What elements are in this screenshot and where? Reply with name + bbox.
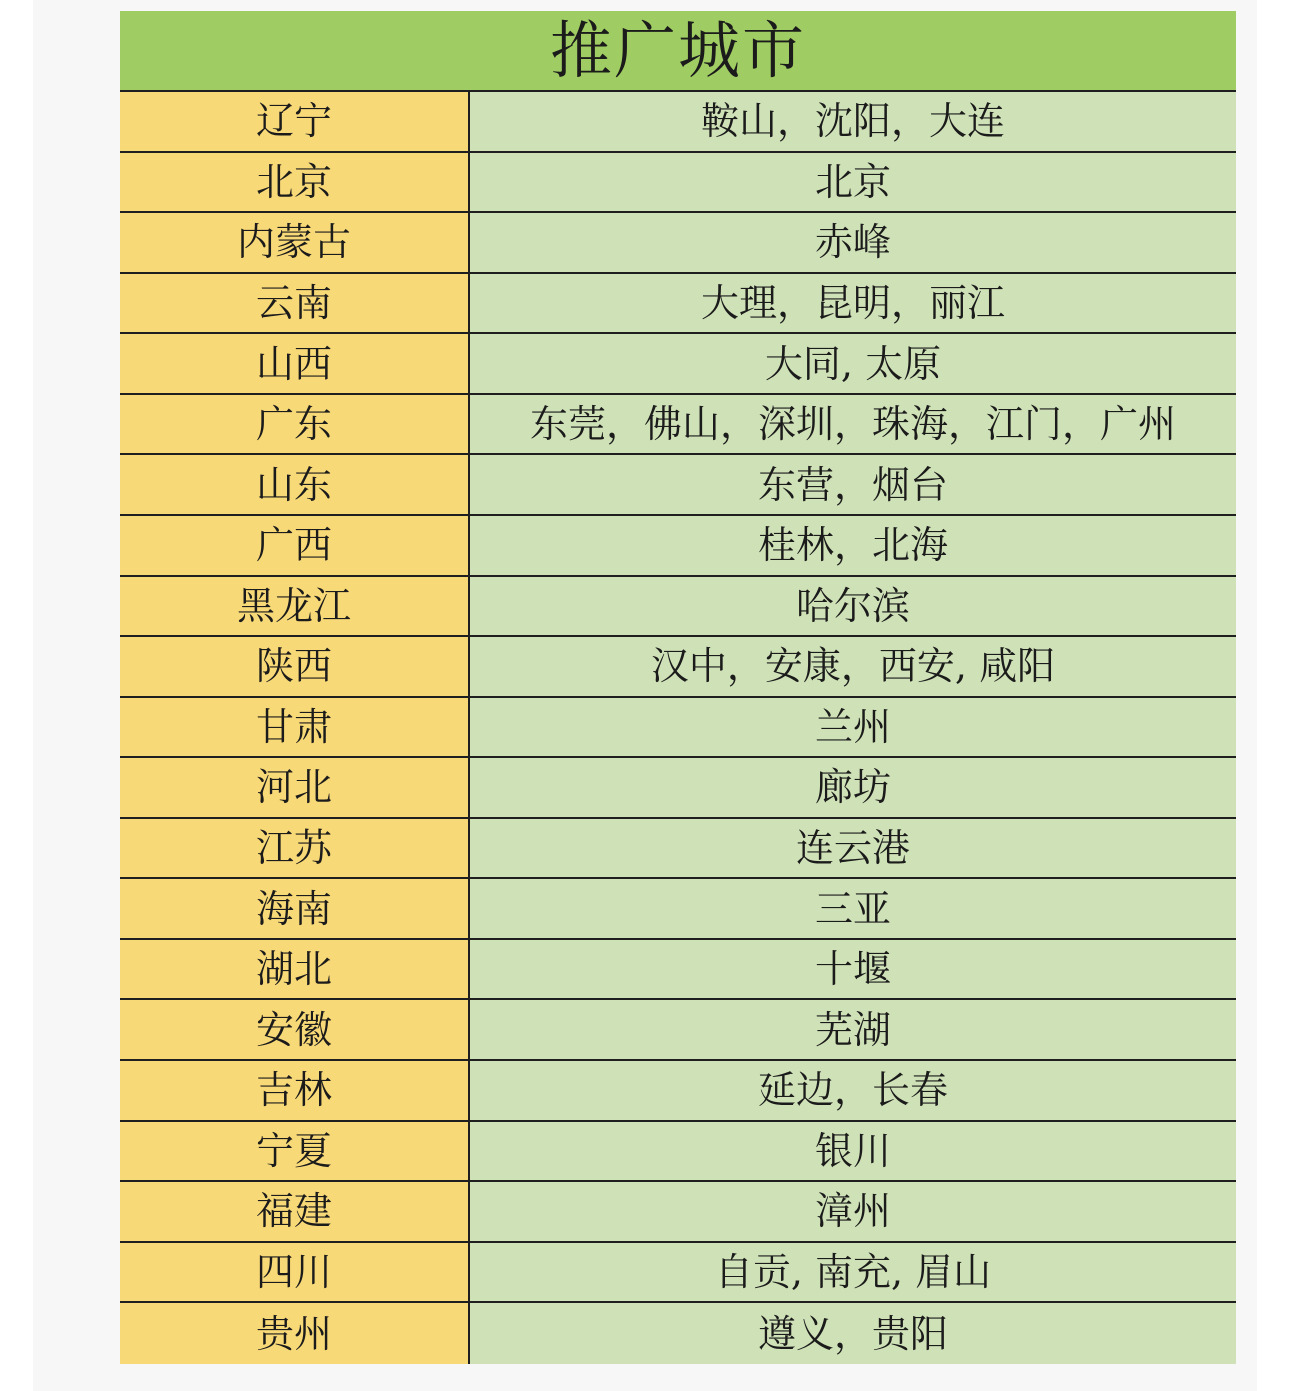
page-background [33,0,1257,1391]
table-row [120,1000,1236,1061]
cities-cell: 遵义，贵阳 [470,1303,1236,1364]
province-cell: 湖北 [120,940,470,999]
province-cell: 四川 [120,1243,470,1302]
cities-cell: 东莞，佛山，深圳，珠海，江门，广州 [470,395,1236,454]
table-row [120,698,1236,759]
province-cell: 云南 [120,274,470,333]
province-cell: 广东 [120,395,470,454]
cities-cell: 芜湖 [470,1000,1236,1059]
province-cell: 贵州 [120,1303,470,1364]
table-row [120,92,1236,153]
cities-cell: 汉中，安康，西安, 咸阳 [470,637,1236,696]
cities-cell: 大同, 太原 [470,334,1236,393]
cities-cell: 桂林，北海 [470,516,1236,575]
cities-cell: 北京 [470,153,1236,212]
cities-cell: 十堰 [470,940,1236,999]
table-row [120,455,1236,516]
table-title: 推广城市 [120,11,1236,92]
cities-cell: 连云港 [470,819,1236,878]
table-row [120,1122,1236,1183]
province-cell: 甘肃 [120,698,470,757]
table-row [120,395,1236,456]
province-cell: 黑龙江 [120,577,470,636]
table-row [120,879,1236,940]
table-row [120,213,1236,274]
cities-cell: 自贡, 南充, 眉山 [470,1243,1236,1302]
promotion-city-table [120,11,1236,1364]
province-cell: 河北 [120,758,470,817]
cities-cell: 银川 [470,1122,1236,1181]
province-cell: 北京 [120,153,470,212]
province-cell: 海南 [120,879,470,938]
table-row [120,334,1236,395]
cities-cell: 兰州 [470,698,1236,757]
table-row [120,1061,1236,1122]
table-row [120,758,1236,819]
cities-cell: 漳州 [470,1182,1236,1241]
cities-cell: 鞍山，沈阳，大连 [470,92,1236,151]
table-row [120,819,1236,880]
cities-cell: 东营，烟台 [470,455,1236,514]
province-cell: 山西 [120,334,470,393]
cities-cell: 赤峰 [470,213,1236,272]
cities-cell: 廊坊 [470,758,1236,817]
table-row [120,274,1236,335]
cities-cell: 哈尔滨 [470,577,1236,636]
province-cell: 内蒙古 [120,213,470,272]
province-cell: 辽宁 [120,92,470,151]
province-cell: 福建 [120,1182,470,1241]
province-cell: 江苏 [120,819,470,878]
table-row [120,637,1236,698]
province-cell: 安徽 [120,1000,470,1059]
province-cell: 宁夏 [120,1122,470,1181]
cities-cell: 延边，长春 [470,1061,1236,1120]
table-row [120,1243,1236,1304]
table-row [120,516,1236,577]
table-row [120,940,1236,1001]
province-cell: 广西 [120,516,470,575]
province-cell: 山东 [120,455,470,514]
cities-cell: 大理，昆明，丽江 [470,274,1236,333]
table-row [120,1182,1236,1243]
province-cell: 陕西 [120,637,470,696]
table-row [120,1303,1236,1364]
table-row [120,153,1236,214]
table-body [120,92,1236,1364]
cities-cell: 三亚 [470,879,1236,938]
table-row [120,577,1236,638]
province-cell: 吉林 [120,1061,470,1120]
